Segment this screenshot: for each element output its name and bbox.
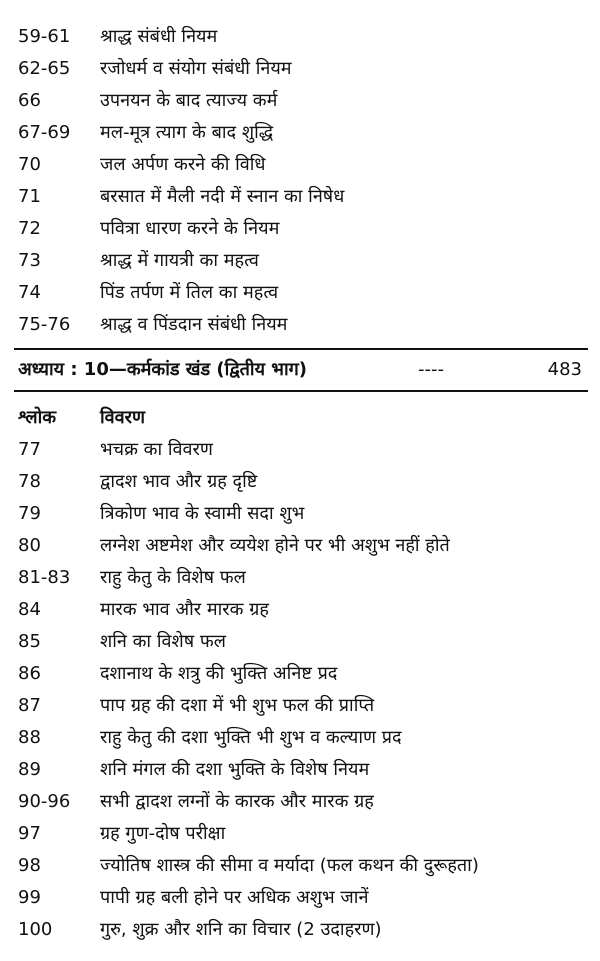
entry-description: भचक्र का विवरण: [100, 439, 213, 460]
toc-row: [0, 54, 600, 84]
shloka-number: 87: [18, 695, 41, 716]
toc-row: [0, 723, 600, 753]
shloka-number: 66: [18, 90, 41, 111]
toc-row: [0, 563, 600, 593]
shloka-number: 70: [18, 154, 41, 175]
shloka-number: 97: [18, 823, 41, 844]
entry-description: उपनयन के बाद त्याज्य कर्म: [100, 90, 278, 111]
entry-description: द्वादश भाव और ग्रह दृष्टि: [100, 471, 258, 492]
toc-row: [0, 435, 600, 465]
shloka-number: 77: [18, 439, 41, 460]
entry-description: लग्नेश अष्टमेश और व्ययेश होने पर भी अशुभ नहीं होते: [100, 535, 450, 556]
shloka-number: 73: [18, 250, 41, 271]
shloka-number: 89: [18, 759, 41, 780]
shloka-number: 74: [18, 282, 41, 303]
shloka-number: 88: [18, 727, 41, 748]
toc-row: [0, 915, 600, 945]
shloka-number: 85: [18, 631, 41, 652]
entry-description: श्राद्ध में गायत्री का महत्व: [100, 250, 259, 271]
entry-description: पापी ग्रह बली होने पर अधिक अशुभ जानें: [100, 887, 369, 908]
shloka-number: 67-69: [18, 122, 71, 143]
shloka-number: 75-76: [18, 314, 71, 335]
toc-row: [0, 214, 600, 244]
entry-description: मल-मूत्र त्याग के बाद शुद्धि: [100, 122, 274, 143]
shloka-number: 100: [18, 919, 53, 940]
shloka-number: 72: [18, 218, 41, 239]
toc-row: [0, 278, 600, 308]
entry-description: शनि मंगल की दशा भुक्ति के विशेष नियम: [100, 759, 370, 780]
toc-row: [0, 595, 600, 625]
entry-description: ज्योतिष शास्त्र की सीमा व मर्यादा (फल कथन की दुरूहता): [100, 855, 479, 876]
toc-row: [0, 531, 600, 561]
entry-description: ग्रह गुण-दोष परीक्षा: [100, 823, 226, 844]
toc-row: [0, 659, 600, 689]
shloka-number: 81-83: [18, 567, 71, 588]
entry-description: बरसात में मैली नदी में स्नान का निषेध: [100, 186, 345, 207]
entry-description: रजोधर्म व संयोग संबंधी नियम: [100, 58, 292, 79]
toc-row: [0, 883, 600, 913]
toc-row: [0, 819, 600, 849]
toc-row: [0, 691, 600, 721]
shloka-number: 98: [18, 855, 41, 876]
entry-description: गुरु, शुक्र और शनि का विचार (2 उदाहरण): [100, 919, 382, 940]
shloka-number: 79: [18, 503, 41, 524]
toc-row: [0, 787, 600, 817]
shloka-number: 78: [18, 471, 41, 492]
shloka-number: 71: [18, 186, 41, 207]
entry-description: सभी द्वादश लग्नों के कारक और मारक ग्रह: [100, 791, 374, 812]
toc-row: [0, 627, 600, 657]
entry-description: पाप ग्रह की दशा में भी शुभ फल की प्राप्ति: [100, 695, 375, 716]
toc-row: [0, 499, 600, 529]
entry-description: राहु केतु के विशेष फल: [100, 567, 246, 588]
shloka-number: 90-96: [18, 791, 71, 812]
shloka-number: 86: [18, 663, 41, 684]
shloka-number: 62-65: [18, 58, 71, 79]
chapter-leader-dashes: ----: [418, 359, 444, 380]
toc-row: [0, 86, 600, 116]
entry-description: मारक भाव और मारक ग्रह: [100, 599, 269, 620]
entry-description: राहु केतु की दशा भुक्ति भी शुभ व कल्याण प्रद: [100, 727, 402, 748]
column-header-shloka: श्लोक: [18, 407, 57, 428]
entry-description: त्रिकोण भाव के स्वामी सदा शुभ: [100, 503, 305, 524]
chapter-top-rule: [14, 348, 588, 350]
toc-row: [0, 118, 600, 148]
entry-description: जल अर्पण करने की विधि: [100, 154, 266, 175]
shloka-number: 80: [18, 535, 41, 556]
shloka-number: 84: [18, 599, 41, 620]
entry-description: शनि का विशेष फल: [100, 631, 226, 652]
chapter-title: अध्याय : 10—कर्मकांड खंड (द्वितीय भाग): [18, 359, 307, 380]
toc-row: [0, 22, 600, 52]
toc-row: [0, 310, 600, 340]
toc-row: [0, 467, 600, 497]
shloka-number: 59-61: [18, 26, 71, 47]
column-header: [0, 403, 600, 433]
toc-row: [0, 246, 600, 276]
toc-row: [0, 755, 600, 785]
column-header-vivaran: विवरण: [100, 407, 146, 428]
toc-row: [0, 182, 600, 212]
shloka-number: 99: [18, 887, 41, 908]
entry-description: पवित्रा धारण करने के नियम: [100, 218, 280, 239]
entry-description: श्राद्ध व पिंडदान संबंधी नियम: [100, 314, 288, 335]
chapter-bottom-rule: [14, 390, 588, 392]
chapter-page-number: 483: [547, 359, 582, 380]
chapter-heading: [0, 354, 600, 386]
toc-row: [0, 150, 600, 180]
entry-description: श्राद्ध संबंधी नियम: [100, 26, 218, 47]
entry-description: पिंड तर्पण में तिल का महत्व: [100, 282, 279, 303]
toc-row: [0, 851, 600, 881]
entry-description: दशानाथ के शत्रु की भुक्ति अनिष्ट प्रद: [100, 663, 338, 684]
